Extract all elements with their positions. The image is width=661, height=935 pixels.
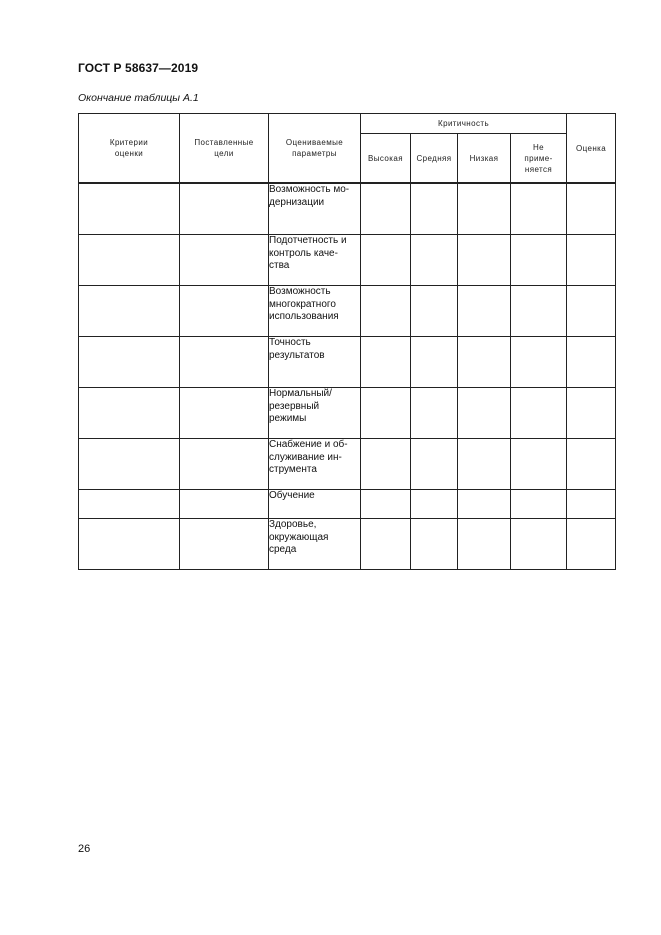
cell-criteria	[79, 337, 180, 388]
cell-medium	[411, 439, 458, 490]
table-row	[79, 183, 616, 235]
cell-medium	[411, 490, 458, 519]
cell-goals	[180, 490, 269, 519]
col-header-medium: Средняя	[411, 134, 458, 184]
cell-goals	[180, 183, 269, 235]
col-header-low: Низкая	[458, 134, 511, 184]
cell-score	[567, 439, 616, 490]
cell-high	[361, 490, 411, 519]
cell-criteria	[79, 519, 180, 570]
cell-low	[458, 519, 511, 570]
cell-score	[567, 235, 616, 286]
cell-goals	[180, 439, 269, 490]
cell-score	[567, 388, 616, 439]
table-row	[79, 235, 616, 286]
cell-medium	[411, 235, 458, 286]
cell-high	[361, 388, 411, 439]
cell-high	[361, 183, 411, 235]
col-header-goals: Поставленные цели	[180, 114, 269, 184]
table-row	[79, 337, 616, 388]
cell-high	[361, 286, 411, 337]
table-row	[79, 519, 616, 570]
cell-score	[567, 519, 616, 570]
cell-na	[511, 235, 567, 286]
cell-criteria	[79, 388, 180, 439]
col-header-high: Высокая	[361, 134, 411, 184]
cell-low	[458, 439, 511, 490]
cell-low	[458, 286, 511, 337]
cell-goals	[180, 519, 269, 570]
cell-medium	[411, 337, 458, 388]
cell-score	[567, 337, 616, 388]
cell-goals	[180, 235, 269, 286]
cell-high	[361, 235, 411, 286]
cell-high	[361, 519, 411, 570]
table-row	[79, 439, 616, 490]
table-row	[79, 286, 616, 337]
cell-medium	[411, 519, 458, 570]
table-row	[79, 388, 616, 439]
cell-medium	[411, 286, 458, 337]
cell-score	[567, 286, 616, 337]
col-header-na: Не приме- няется	[511, 134, 567, 184]
document-title: ГОСТ Р 58637—2019	[78, 61, 199, 75]
col-header-score: Оценка	[567, 114, 616, 184]
cell-goals	[180, 388, 269, 439]
evaluation-table	[78, 113, 616, 570]
cell-high	[361, 439, 411, 490]
cell-goals	[180, 337, 269, 388]
cell-na	[511, 388, 567, 439]
cell-na	[511, 183, 567, 235]
cell-param: Подотчетность и контроль каче- ства	[269, 235, 361, 286]
cell-goals	[180, 286, 269, 337]
cell-low	[458, 388, 511, 439]
cell-score	[567, 183, 616, 235]
col-header-criticality: Критичность	[361, 114, 567, 134]
cell-medium	[411, 388, 458, 439]
cell-param: Снабжение и об- служивание ин- струмента	[269, 439, 361, 490]
page-number: 26	[78, 843, 91, 855]
cell-param: Обучение	[269, 490, 361, 519]
cell-na	[511, 337, 567, 388]
cell-criteria	[79, 439, 180, 490]
cell-criteria	[79, 286, 180, 337]
cell-na	[511, 519, 567, 570]
cell-param: Точность результатов	[269, 337, 361, 388]
cell-high	[361, 337, 411, 388]
table-row	[79, 490, 616, 519]
cell-na	[511, 439, 567, 490]
cell-na	[511, 490, 567, 519]
cell-param: Нормальный/ резервный режимы	[269, 388, 361, 439]
cell-param: Возможность многократного использования	[269, 286, 361, 337]
cell-medium	[411, 183, 458, 235]
cell-param: Возможность мо- дернизации	[269, 183, 361, 235]
cell-low	[458, 183, 511, 235]
cell-low	[458, 490, 511, 519]
cell-criteria	[79, 183, 180, 235]
col-header-criteria: Критерии оценки	[79, 114, 180, 184]
cell-criteria	[79, 235, 180, 286]
cell-score	[567, 490, 616, 519]
cell-low	[458, 337, 511, 388]
col-header-params: Оцениваемые параметры	[269, 114, 361, 184]
cell-criteria	[79, 490, 180, 519]
table-caption: Окончание таблицы А.1	[78, 92, 199, 104]
cell-na	[511, 286, 567, 337]
cell-param: Здоровье, окружающая среда	[269, 519, 361, 570]
cell-low	[458, 235, 511, 286]
